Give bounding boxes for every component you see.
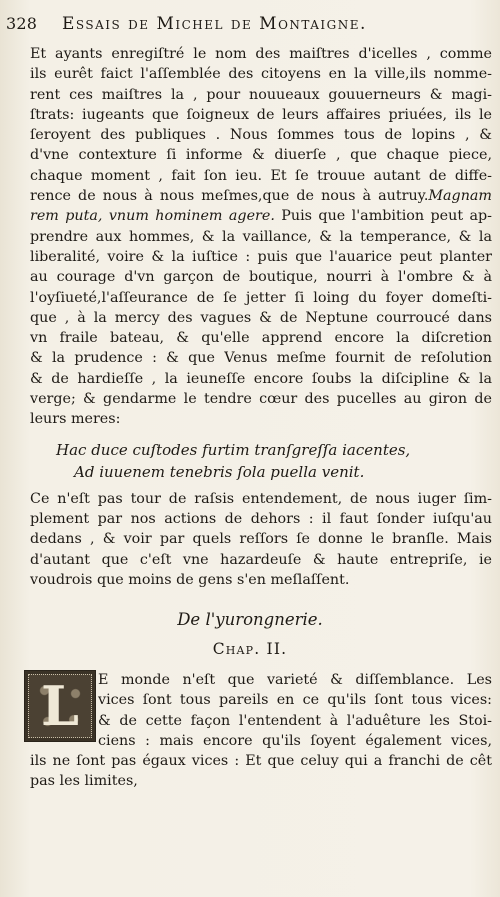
text-line: liberalité, voire & la iuſtice : puis que l'auarice peut planter [30, 248, 492, 265]
text-line: & la prudence : & que Venus meſme fournit de reſolution [30, 350, 492, 367]
text-line: leurs meres: [30, 411, 121, 428]
text-line: pas les limites, [30, 773, 138, 790]
text-line: Et ayants enregiſtré le nom des maiſtres d'icelles , comme [30, 46, 492, 62]
text-line: & de cette façon l'entendent à l'aduêture les Stoi- [98, 712, 492, 729]
text-line: & de hardieſſe , la ieuneſſe encore ſoubs la diſcipline & la [30, 370, 492, 387]
text-line: l'oyſiueté,l'aſſeurance de ſe jetter ſi loing du foyer domeſti- [30, 289, 492, 306]
latin-quote: rem puta, vnum hominem agere. [30, 208, 275, 225]
chapter-text [30, 670, 492, 792]
verse-line: Ad iuuenem tenebris ſola puella venit. [74, 462, 365, 481]
text-line: ils ne ſont pas égaux vices : Et que celuy qui a franchi de cêt [30, 753, 492, 770]
text-line: chaque moment , fait ſon ieu. Et ſe trouue autant de diffe- [30, 167, 492, 184]
drop-cap-letter: L [41, 674, 79, 738]
main-text [30, 44, 492, 590]
text-span: rence de nous à nous meſmes,que de nous à autruy. [30, 188, 429, 205]
running-title: Essais de Michel de Montaigne. [62, 14, 367, 34]
running-header [0, 14, 500, 36]
text-line: verge; & gendarme le tendre cœur des pucelles au giron de [30, 391, 492, 408]
latin-quote: Magnam [428, 188, 492, 205]
page-number: 328 [6, 14, 38, 33]
text-line: ſtrats: iugeants que ſoigneux de leurs affaires priuées, ils le [30, 106, 492, 123]
text-line: plement par nos actions de dehors : il faut ſonder iuſqu'au [30, 510, 492, 527]
text-line: vn fraile bateau, & qu'elle apprend encore la diſcretion [30, 330, 492, 347]
text-line: ciens : mais encore qu'ils ſoyent également vices, [98, 732, 492, 749]
text-line: E monde n'eſt que varieté & diſſemblance. Les [98, 672, 492, 688]
verse-line: Hac duce cuſtodes furtim tranſgreſſa iacentes, [56, 440, 411, 459]
text-span: Puis que l'ambition peut ap- [274, 208, 493, 225]
chapter-number: Chap. II. [212, 640, 288, 658]
text-line: voudrois que moins de gens s'en meſlaſſent. [30, 571, 350, 588]
text-line [30, 186, 492, 206]
chapter-title: De l'yurongnerie. [177, 610, 323, 629]
text-line [30, 206, 492, 226]
text-line: d'vne contexture ſi informe & diuerſe , que chaque piece, [30, 147, 492, 164]
text-line: Ce n'eſt pas tour de raſsis entendement, de nous iuger ſim- [30, 490, 492, 507]
text-line: prendre aux hommes, & la vaillance, & la temperance, & la [30, 228, 492, 245]
text-line: dedans , & voir par quels reſſors ſe donne le branſle. Mais [30, 531, 492, 548]
text-line: rent ces maiſtres la , pour nouueaux gouuerneurs & magi- [30, 86, 492, 103]
text-line: que , à la mercy des vagues & de Neptune courroucé dans [30, 309, 492, 326]
text-line: ils eurêt faict l'aſſemblée des citoyens en la ville,ils nomme- [30, 66, 492, 83]
text-line: ſeroyent des publiques . Nous ſommes tous de lopins , & [30, 127, 492, 144]
text-line: d'autant que c'eſt vne hazardeuſe & haute entrepriſe, ie [30, 551, 492, 568]
text-line: vices ſont tous pareils en ce qu'ils ſont tous vices: [98, 692, 492, 709]
text-line: au courage d'vn garçon de boutique, nourri à l'ombre & à [30, 269, 492, 286]
